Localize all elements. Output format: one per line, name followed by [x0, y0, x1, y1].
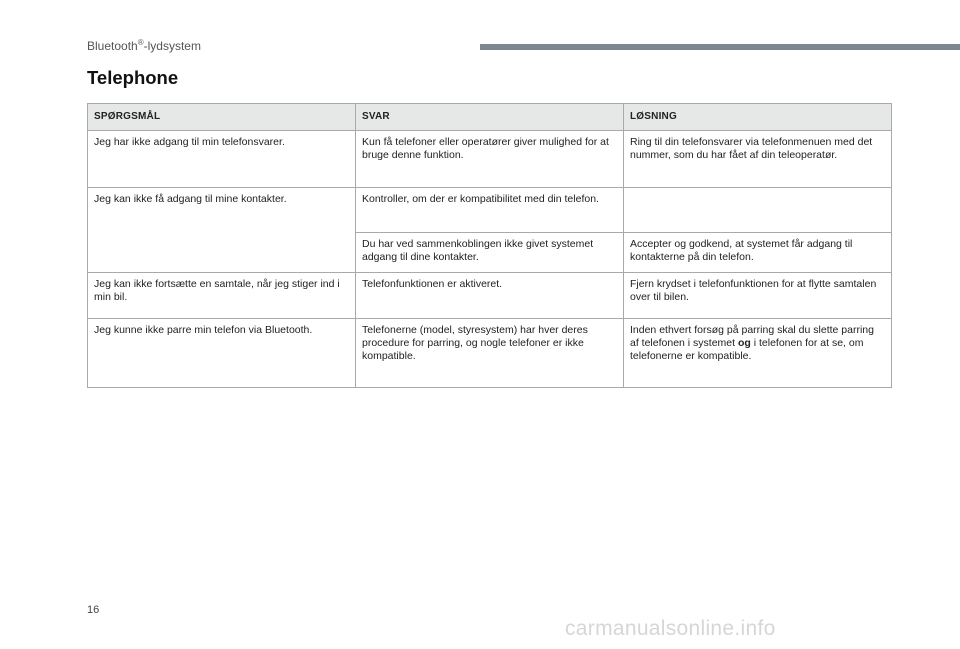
- registered-mark: ®: [137, 38, 144, 47]
- cell-solution: Accepter og godkend, at systemet får adgang til kontakterne på din telefon.: [624, 233, 892, 273]
- column-header-answer: SVAR: [356, 104, 624, 131]
- running-header: [87, 38, 201, 53]
- cell-answer: Telefonerne (model, styresystem) har hver deres procedure for parring, og nogle telefoner er ikke kompatible.: [356, 319, 624, 388]
- cell-question: Jeg kunne ikke parre min telefon via Bluetooth.: [88, 319, 356, 388]
- running-header-suffix: -lydsystem: [143, 39, 201, 53]
- cell-solution: Ring til din telefonsvarer via telefonmenuen med det nummer, som du har fået af din teleoperatør.: [624, 131, 892, 188]
- column-header-solution: LØSNING: [624, 104, 892, 131]
- solution-text-bold: og: [737, 337, 751, 349]
- cell-question: Jeg har ikke adgang til min telefonsvarer.: [88, 131, 356, 188]
- page-number: 16: [87, 604, 100, 616]
- table-row: [88, 273, 892, 319]
- cell-answer: Kun få telefoner eller operatører giver mulighed for at bruge denne funktion.: [356, 131, 624, 188]
- table-row: [88, 319, 892, 388]
- cell-answer: Du har ved sammenkoblingen ikke givet systemet adgang til dine kontakter.: [356, 233, 624, 273]
- cell-solution: Fjern krydset i telefonfunktionen for at flytte samtalen over til bilen.: [624, 273, 892, 319]
- watermark: carmanualsonline.info: [565, 617, 776, 640]
- solution-text-part2: i telefonen for at se, om telefonerne er kompatible.: [630, 337, 864, 362]
- cell-answer: Telefonfunktionen er aktiveret.: [356, 273, 624, 319]
- table-row: [88, 188, 892, 233]
- cell-solution: [624, 188, 892, 233]
- table-header-row: [88, 104, 892, 131]
- cell-solution: [624, 319, 892, 388]
- solution-text-part1: Inden ethvert forsøg på parring skal du slette parring af telefonen i systemet: [630, 324, 874, 349]
- cell-question: Jeg kan ikke få adgang til mine kontakter.: [88, 188, 356, 273]
- troubleshooting-table: [87, 103, 892, 388]
- cell-question: Jeg kan ikke fortsætte en samtale, når jeg stiger ind i min bil.: [88, 273, 356, 319]
- table-row: [88, 131, 892, 188]
- cell-answer: Kontroller, om der er kompatibilitet med din telefon.: [356, 188, 624, 233]
- running-header-prefix: Bluetooth: [87, 39, 138, 53]
- column-header-question: SPØRGSMÅL: [88, 104, 356, 131]
- header-bar: [480, 44, 960, 50]
- page-title: Telephone: [87, 67, 179, 88]
